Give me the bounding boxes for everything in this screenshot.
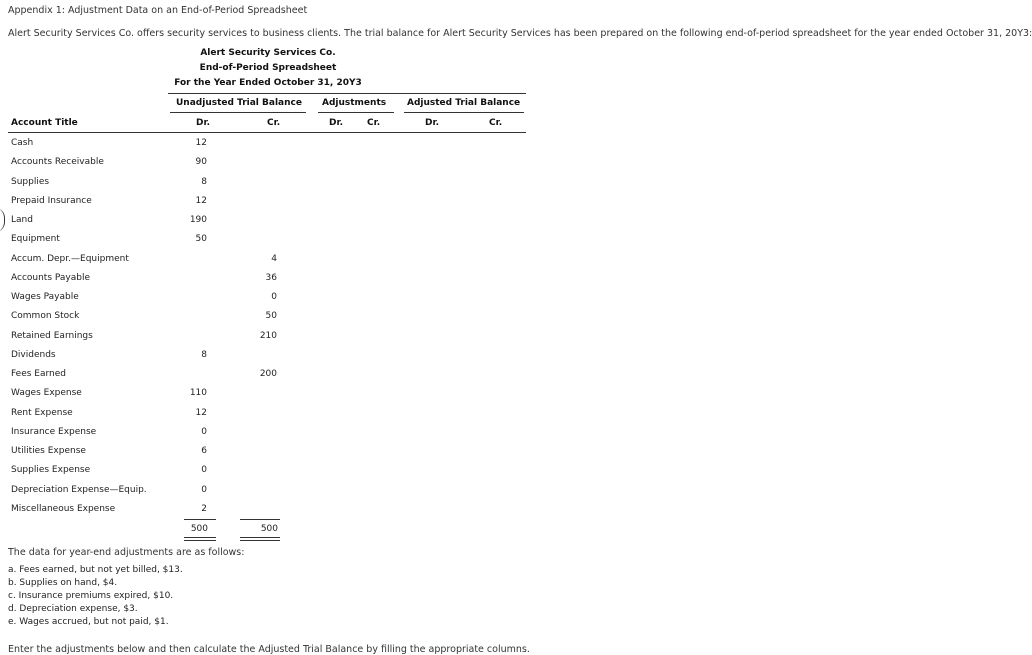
unadjusted-dr-value: 110 (189, 388, 207, 398)
unadjusted-dr-value: 190 (189, 215, 207, 225)
col-header-atb-dr: Dr. (425, 118, 440, 128)
account-title: Equipment (11, 234, 60, 244)
unadjusted-dr-value: 50 (195, 234, 207, 244)
dr-total-double-rule (184, 537, 216, 541)
account-title: Prepaid Insurance (11, 196, 92, 206)
intro-paragraph: Alert Security Services Co. offers security services to business clients. The trial balance for Alert Security Services has been prepared on the following end-of-period spreadsheet for the year ended October 31, 20Y3: (8, 28, 1032, 39)
spreadsheet-period: For the Year Ended October 31, 20Y3 (174, 78, 362, 88)
account-title: Supplies Expense (11, 465, 91, 475)
spreadsheet-name: End-of-Period Spreadsheet (199, 63, 337, 73)
unadjusted-cr-value: 36 (265, 273, 277, 283)
title-rule (168, 93, 526, 94)
account-title: Accum. Depr.—Equipment (11, 254, 129, 264)
company-name: Alert Security Services Co. (200, 48, 336, 58)
account-title: Retained Earnings (11, 331, 93, 341)
unadjusted-cr-value: 210 (259, 331, 277, 341)
adjusted-header-rule (404, 112, 524, 113)
account-title: Supplies (11, 177, 50, 187)
adjustments-header-rule (318, 112, 394, 113)
unadjusted-dr-value: 6 (201, 446, 207, 456)
page-heading: Appendix 1: Adjustment Data on an End-of-Period Spreadsheet (8, 5, 308, 16)
account-title: Insurance Expense (11, 427, 97, 437)
account-title: Accounts Receivable (11, 157, 104, 167)
col-header-account: Account Title (11, 118, 78, 128)
total-cr: 500 (260, 524, 278, 534)
col-header-adj-cr: Cr. (367, 118, 381, 128)
unadjusted-dr-value: 12 (195, 138, 207, 148)
col-header-adj-dr: Dr. (329, 118, 344, 128)
total-dr: 500 (190, 524, 208, 534)
adjustment-item-d: d. Depreciation expense, $3. (8, 604, 138, 614)
cutoff-instruction (8, 634, 828, 655)
group-header-unadjusted: Unadjusted Trial Balance (176, 98, 302, 108)
adjustment-item-a: a. Fees earned, but not yet billed, $13. (8, 565, 183, 575)
account-title: Land (11, 215, 33, 225)
unadjusted-dr-value: 12 (195, 408, 207, 418)
unadjusted-dr-value: 2 (201, 504, 207, 514)
unadjusted-dr-value: 0 (201, 465, 207, 475)
unadjusted-cr-value: 4 (271, 254, 277, 264)
group-header-adjusted: Adjusted Trial Balance (407, 98, 521, 108)
column-header-rule (8, 132, 526, 133)
col-header-atb-cr: Cr. (489, 118, 503, 128)
unadjusted-cr-value: 50 (265, 311, 277, 321)
adjustment-item-c: c. Insurance premiums expired, $10. (8, 591, 174, 601)
col-header-unadj-cr: Cr. (267, 118, 281, 128)
unadjusted-header-rule (170, 112, 306, 113)
account-title: Fees Earned (11, 369, 67, 379)
account-title: Common Stock (11, 311, 80, 321)
account-title: Wages Payable (11, 292, 79, 302)
account-title: Accounts Payable (11, 273, 91, 283)
adjustment-data-intro: The data for year-end adjustments are as follows: (8, 547, 245, 558)
dr-total-rule-top (184, 519, 216, 520)
account-title: Depreciation Expense—Equip. (11, 485, 147, 495)
unadjusted-cr-value: 200 (259, 369, 277, 379)
account-title: Miscellaneous Expense (11, 504, 116, 514)
account-title: Rent Expense (11, 408, 73, 418)
col-header-unadj-dr: Dr. (196, 118, 211, 128)
unadjusted-dr-value: 0 (201, 427, 207, 437)
adjustment-item-e: e. Wages accrued, but not paid, $1. (8, 617, 169, 627)
unadjusted-cr-value: 0 (271, 292, 277, 302)
left-edge-bracket (0, 208, 5, 232)
account-title: Cash (11, 138, 34, 148)
unadjusted-dr-value: 8 (201, 350, 207, 360)
unadjusted-dr-value: 12 (195, 196, 207, 206)
cr-total-double-rule (240, 537, 280, 541)
account-title: Dividends (11, 350, 56, 360)
account-title: Utilities Expense (11, 446, 86, 456)
unadjusted-dr-value: 90 (195, 157, 207, 167)
unadjusted-dr-value: 0 (201, 485, 207, 495)
cutoff-instruction-text: Enter the adjustments below and then calculate the Adjusted Trial Balance by filling the appropriate columns. (8, 644, 530, 655)
cr-total-rule-top (240, 519, 280, 520)
unadjusted-dr-value: 8 (201, 177, 207, 187)
group-header-adjustments: Adjustments (322, 98, 387, 108)
adjustment-item-b: b. Supplies on hand, $4. (8, 578, 118, 588)
account-title: Wages Expense (11, 388, 82, 398)
